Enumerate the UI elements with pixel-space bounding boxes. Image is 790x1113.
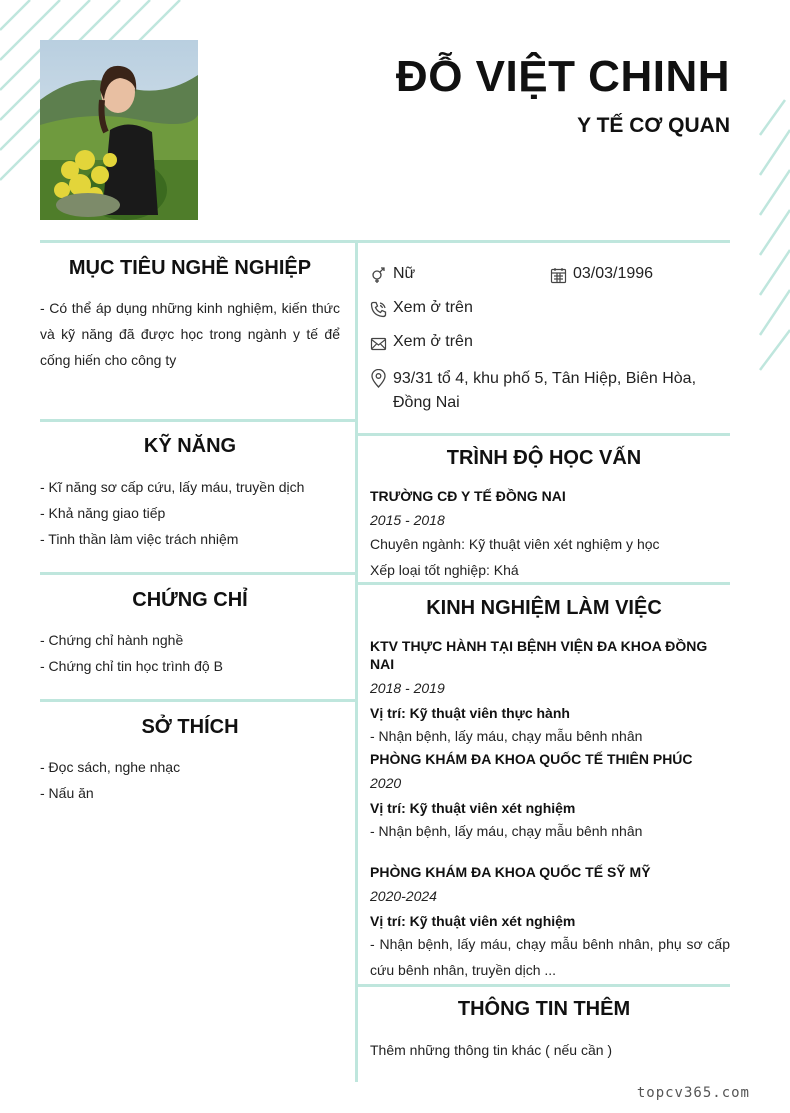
experience-entry-3 (370, 863, 730, 983)
job-title: Y TẾ CƠ QUAN (577, 114, 730, 137)
list-item: - Kĩ năng sơ cấp cứu, lấy máu, truyền dịch (40, 479, 305, 495)
list-item: - Chứng chỉ tin học trình độ B (40, 658, 223, 674)
certificates-list (40, 627, 350, 679)
location-icon (370, 369, 387, 388)
experience-position: Vị trí: Kỹ thuật viên xét nghiệm (370, 800, 576, 816)
gender-row (370, 265, 545, 284)
experience-position: Vị trí: Kỹ thuật viên thực hành (370, 705, 570, 721)
watermark: topcv365.com (636, 1085, 750, 1101)
education-school: TRƯỜNG CĐ Y TẾ ĐỒNG NAI (370, 488, 566, 504)
address-value: 93/31 tổ 4, khu phố 5, Tân Hiệp, Biên Hòa, Đồng Nai (393, 370, 697, 411)
gender-value: Nữ (393, 265, 416, 282)
education-entry (370, 487, 730, 583)
experience-company: PHÒNG KHÁM ĐA KHOA QUỐC TẾ SỸ MỸ (370, 864, 651, 880)
candidate-name: ĐỖ VIỆT CHINH (395, 52, 730, 101)
experience-entry-2 (370, 750, 730, 844)
education-years: 2015 - 2018 (370, 512, 445, 528)
experience-desc: - Nhận bệnh, lấy máu, chạy mẫu bênh nhân (370, 728, 643, 744)
divider-left-3 (40, 699, 355, 702)
experience-years: 2018 - 2019 (370, 680, 445, 696)
experience-entry-1 (370, 637, 730, 749)
list-item: - Tinh thần làm việc trách nhiệm (40, 531, 239, 547)
email-icon (370, 335, 387, 352)
birthdate-row (550, 265, 730, 284)
phone-value: Xem ở trên (393, 299, 473, 316)
education-grade: Xếp loại tốt nghiệp: Khá (370, 562, 519, 578)
experience-company: PHÒNG KHÁM ĐA KHOA QUỐC TẾ THIÊN PHÚC (370, 751, 693, 767)
calendar-icon (550, 267, 567, 284)
divider-top (40, 240, 730, 243)
email-value: Xem ở trên (393, 333, 473, 350)
objective-text: - Có thể áp dụng những kinh nghiệm, kiến thức và kỹ năng đã được học trong ngành y tế để cống hiến cho công ty (40, 300, 340, 368)
divider-right-3 (358, 984, 730, 987)
hobbies-title: SỞ THÍCH (141, 716, 239, 738)
birthdate-value: 03/03/1996 (573, 265, 654, 282)
divider-vertical (355, 240, 358, 1082)
divider-left-1 (40, 419, 355, 422)
gender-icon (370, 267, 387, 284)
list-item: - Chứng chỉ hành nghề (40, 632, 184, 648)
divider-right-1 (358, 433, 730, 436)
certificates-title: CHỨNG CHỈ (132, 589, 248, 611)
additional-text: Thêm những thông tin khác ( nếu cần ) (370, 1042, 613, 1058)
profile-photo (40, 40, 198, 220)
divider-left-2 (40, 572, 355, 575)
list-item: - Khả năng giao tiếp (40, 505, 166, 521)
skills-title: KỸ NĂNG (143, 435, 237, 457)
experience-position: Vị trí: Kỹ thuật viên xét nghiệm (370, 913, 576, 929)
hobbies-list (40, 754, 350, 806)
experience-years: 2020-2024 (370, 888, 437, 904)
experience-desc: - Nhận bệnh, lấy máu, chạy mẫu bênh nhân (370, 823, 643, 839)
experience-years: 2020 (370, 775, 402, 791)
additional-title: THÔNG TIN THÊM (457, 998, 631, 1020)
experience-title: KINH NGHIỆM LÀM VIỆC (426, 597, 662, 619)
list-item: - Nấu ăn (40, 785, 94, 801)
experience-company: KTV THỰC HÀNH TẠI BỆNH VIỆN ĐA KHOA ĐỒNG NAI (370, 638, 708, 672)
skills-list (40, 474, 350, 552)
phone-icon (370, 301, 387, 318)
education-major: Chuyên ngành: Kỹ thuật viên xét nghiệm y học (370, 536, 660, 552)
decorative-stripes-right (755, 95, 790, 375)
education-title: TRÌNH ĐỘ HỌC VẤN (446, 447, 642, 469)
experience-desc: - Nhận bệnh, lấy máu, chạy mẫu bênh nhân, phụ sơ cấp cứu bênh nhân, truyền dịch ... (370, 936, 730, 978)
phone-row (370, 299, 720, 318)
list-item: - Đọc sách, nghe nhạc (40, 759, 181, 775)
address-row (370, 367, 730, 415)
objective-title: MỤC TIÊU NGHỀ NGHIỆP (68, 257, 312, 279)
email-row (370, 333, 720, 352)
